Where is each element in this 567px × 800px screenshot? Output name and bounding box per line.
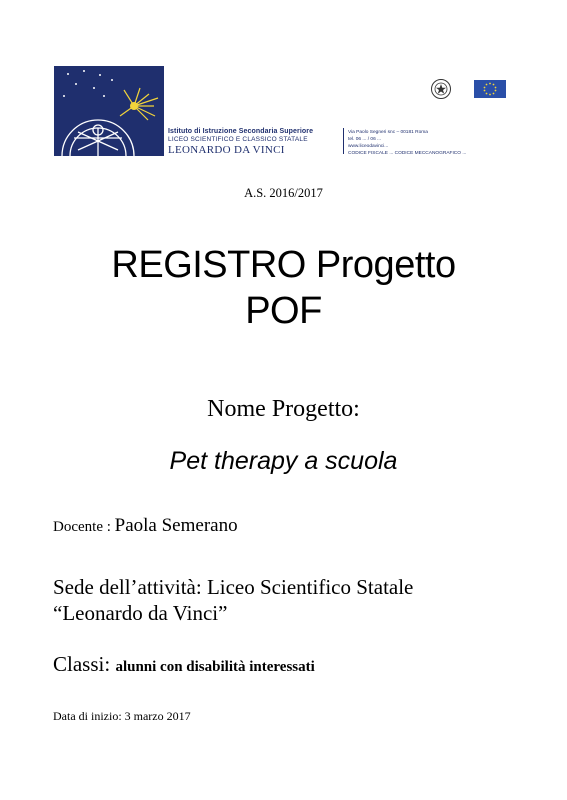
classes-label: Classi:: [53, 652, 116, 676]
contact-line: CODICE FISCALE ... CODICE MECCANOGRAFICO ...: [348, 151, 467, 156]
classes-value: alunni con disabilità interessati: [115, 659, 315, 675]
venue-line1: Sede dell’attività: Liceo Scientifico Statale: [53, 575, 414, 599]
project-label: Nome Progetto:: [207, 396, 360, 422]
school-name: [168, 128, 338, 158]
school-name-line1: Istituto di Istruzione Secondaria Superiore: [168, 128, 314, 135]
start-date: Data di inizio: 3 marzo 2017: [53, 709, 191, 723]
teacher-line: [53, 515, 238, 537]
classes-line: [53, 652, 315, 677]
contact-line: Via Paolo Segneri snc – 00181 Roma: [348, 130, 428, 135]
contact-line: tel. 06 ... / 06 ...: [348, 137, 382, 142]
school-contacts: [348, 129, 508, 157]
contact-line: www.liceodavinci...: [348, 144, 389, 149]
eu-flag-icon: [474, 80, 506, 98]
venue-line2: “Leonardo da Vinci”: [53, 601, 228, 625]
teacher-label: Docente :: [53, 519, 115, 535]
school-name-line2: LICEO SCIENTIFICO E CLASSICO STATALE: [168, 136, 308, 143]
teacher-value: Paola Semerano: [114, 515, 238, 536]
school-name-line3: LEONARDO DA VINCI: [168, 144, 285, 156]
page-title: [0, 242, 567, 334]
header-divider: [343, 128, 344, 154]
school-logo-icon: [54, 66, 164, 156]
project-name: Pet therapy a scuola: [169, 447, 398, 475]
title-line1: REGISTRO Progetto: [111, 244, 456, 286]
italian-republic-seal-icon: [430, 78, 452, 100]
school-year: A.S. 2016/2017: [244, 186, 323, 200]
title-line2: POF: [245, 290, 322, 332]
